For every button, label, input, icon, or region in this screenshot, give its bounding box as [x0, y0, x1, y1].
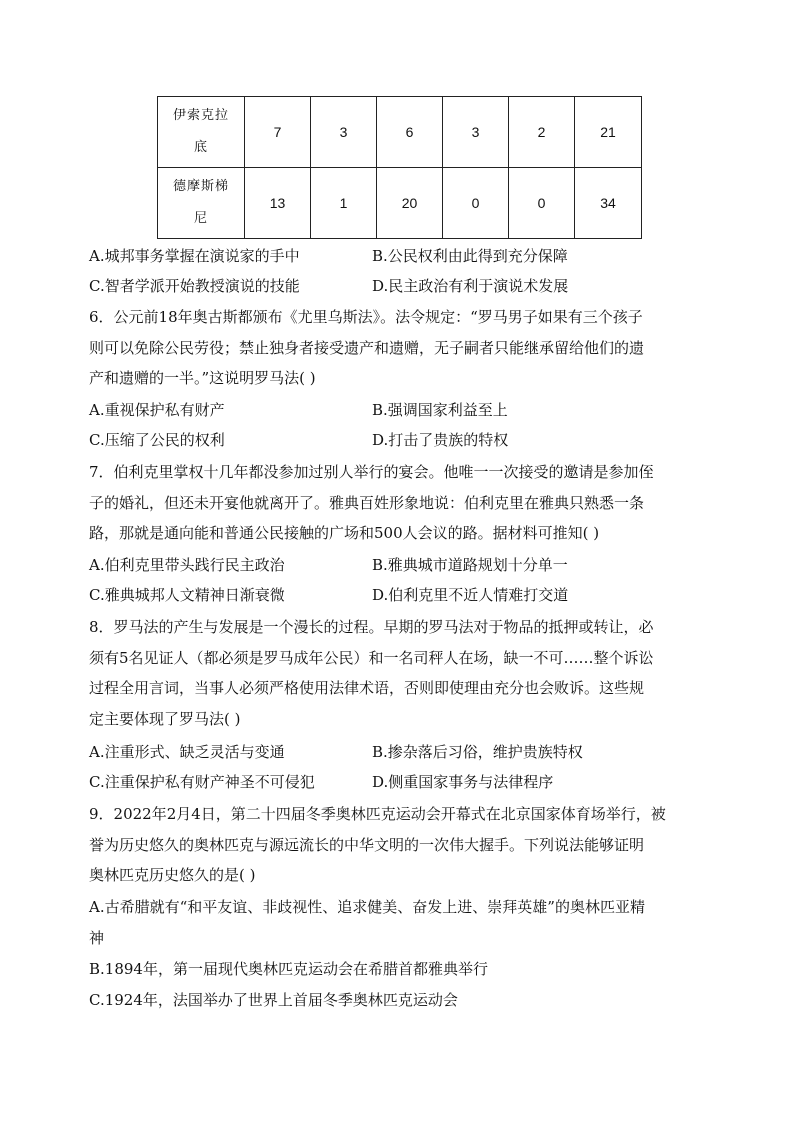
table-cell-name — [158, 168, 245, 239]
q8-option-d: D.侧重国家事务与法律程序 — [372, 773, 554, 791]
q6-options-row-2 — [89, 425, 508, 455]
q9-line-2: 誉为历史悠久的奥林匹克与源远流长的中华文明的一次伟大握手。下列说法能够证明 — [89, 835, 645, 854]
q9-option-a-line-1: A.古希腊就有“和平友谊、非歧视性、追求健美、奋发上进、崇拜英雄”的奥林匹亚精 — [89, 898, 645, 916]
q8-line-1: 8．罗马法的产生与发展是一个漫长的过程。早期的罗马法对于物品的抵押或转让，必 — [89, 618, 654, 636]
q7-line-2: 子的婚礼，但还未开宴他就离开了。雅典百姓形象地说：伯利克里在雅典只熟悉一条 — [89, 493, 645, 512]
q5-options-row-1 — [89, 241, 568, 271]
q9-option-b: B.1894年，第一届现代奥林匹克运动会在希腊首都雅典举行 — [89, 960, 488, 978]
table-cell: 21 — [575, 97, 642, 168]
table-cell: 3 — [311, 97, 377, 168]
table-cell: 0 — [443, 168, 509, 239]
q9-option-c: C.1924年，法国举办了世界上首届冬季奥林匹克运动会 — [89, 991, 458, 1009]
q8-option-c: C.注重保护私有财产神圣不可侵犯 — [89, 773, 315, 791]
q8-options-row-1 — [89, 737, 583, 767]
q7-options-row-1 — [89, 550, 568, 580]
q9-line-3: 奥林匹克历史悠久的是( ) — [89, 866, 256, 884]
name-line: 德摩斯梯 — [172, 179, 229, 194]
q8-stem — [89, 612, 705, 734]
q6-stem — [89, 302, 705, 394]
name-line: 底 — [193, 140, 208, 155]
q6-line-3: 产和遗赠的一半。”这说明罗马法( ) — [89, 369, 316, 387]
q8-line-3: 过程全用言词，当事人必须严格使用法律术语，否则即使理由充分也会败诉。这些规 — [89, 679, 645, 697]
table-cell: 20 — [377, 168, 443, 239]
q6-option-b: B.强调国家利益至上 — [372, 401, 508, 419]
q5-option-d: D.民主政治有利于演说术发展 — [372, 277, 569, 295]
q9-line-1: 9．2022年2月4日，第二十四届冬季奥林匹克运动会开幕式在北京国家体育场举行，被 — [89, 805, 666, 823]
q6-option-a: A.重视保护私有财产 — [89, 401, 225, 419]
q5-option-b: B.公民权利由此得到充分保障 — [372, 247, 568, 265]
q7-option-d: D.伯利克里不近人情难打交道 — [372, 586, 569, 604]
q8-line-2: 须有5名见证人（都必须是罗马成年公民）和一名司秤人在场，缺一不可……整个诉讼 — [89, 648, 654, 667]
q7-line-1: 7．伯利克里掌权十几年都没参加过别人举行的宴会。他唯一一次接受的邀请是参加侄 — [89, 463, 654, 481]
name-line: 尼 — [193, 211, 208, 226]
table-row — [158, 168, 642, 239]
q8-line-4: 定主要体现了罗马法( ) — [89, 709, 241, 728]
table-cell-name — [158, 97, 245, 168]
q7-options-row-2 — [89, 580, 568, 610]
q7-stem — [89, 457, 705, 549]
q9-option-a-line-2: 神 — [89, 929, 105, 947]
q6-options-row-1 — [89, 395, 508, 425]
q8-option-b: B.掺杂落后习俗，维护贵族特权 — [372, 743, 583, 761]
q8-option-a: A.注重形式、缺乏灵活与变通 — [89, 743, 285, 761]
score-table — [157, 96, 642, 239]
table-cell: 1 — [311, 168, 377, 239]
q6-option-d: D.打击了贵族的特权 — [372, 431, 509, 449]
q7-option-c: C.雅典城邦人文精神日渐衰微 — [89, 586, 285, 604]
q5-option-a: A.城邦事务掌握在演说家的手中 — [89, 247, 300, 265]
table-cell: 3 — [443, 97, 509, 168]
table-cell: 2 — [509, 97, 575, 168]
q5-option-c: C.智者学派开始教授演说的技能 — [89, 277, 300, 295]
q6-line-1: 6．公元前18年奥古斯都颁布《尤里乌斯法》。法令规定：“罗马男子如果有三个孩子 — [89, 308, 643, 326]
table-cell: 0 — [509, 168, 575, 239]
table-cell: 13 — [245, 168, 311, 239]
q7-option-a: A.伯利克里带头践行民主政治 — [89, 556, 285, 574]
table-cell: 7 — [245, 97, 311, 168]
q6-option-c: C.压缩了公民的权利 — [89, 431, 225, 449]
q9-stem — [89, 799, 705, 891]
q7-option-b: B.雅典城市道路规划十分单一 — [372, 556, 568, 574]
table-cell: 34 — [575, 168, 642, 239]
q6-line-2: 则可以免除公民劳役；禁止独身者接受遗产和遗赠，无子嗣者只能继承留给他们的遗 — [89, 338, 645, 357]
q5-options-row-2 — [89, 271, 568, 301]
q7-line-3: 路，那就是通向能和普通公民接触的广场和500人会议的路。据材料可推知( ) — [89, 524, 600, 542]
name-line: 伊索克拉 — [172, 108, 229, 123]
table-row — [158, 97, 642, 168]
table-cell: 6 — [377, 97, 443, 168]
q8-options-row-2 — [89, 767, 553, 797]
